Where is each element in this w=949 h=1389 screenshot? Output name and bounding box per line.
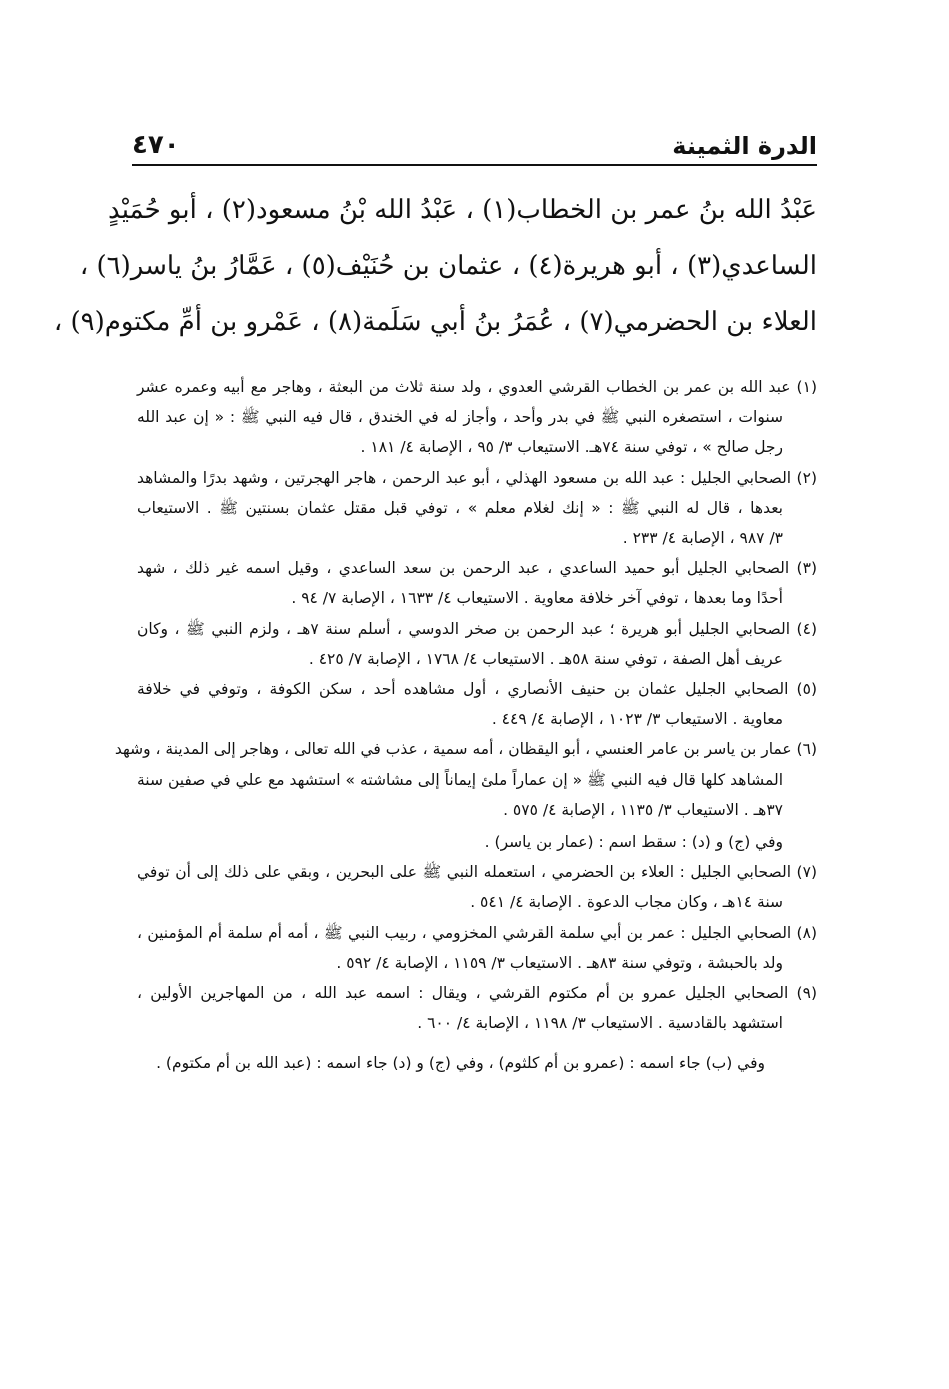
- footnote-line: سنة ١٤هـ ، وكان مجاب الدعوة . الإصابة ٤/ ٥٤١ .: [470, 893, 783, 912]
- main-text: [53, 182, 817, 350]
- page-header: [132, 118, 817, 160]
- footnote-line: (٣) الصحابي الجليل أبو حميد الساعدي ، عبد الرحمن بن سعد الساعدي ، وقيل اسمه غير ذلك ، شهد: [137, 559, 817, 578]
- running-title: الدرة الثمينة: [672, 132, 817, 160]
- footnote-line: أحدًا وما بعدها ، توفي آخر خلافة معاوية . الاستيعاب ٤/ ١٦٣٣ ، الإصابة ٧/ ٩٤ .: [291, 589, 783, 608]
- footnote-line: رجل صالح » ، توفي سنة ٧٤هـ. الاستيعاب ٣/ ٩٥ ، الإصابة ٤/ ١٨١ .: [360, 438, 783, 457]
- footnote-note: وفي (ب) جاء اسمه : (عمرو بن أم كلثوم) ، وفي (ج) و (د) جاء اسمه : (عبد الله بن أم مكتوم) .: [156, 1054, 765, 1073]
- footnote-line: (٩) الصحابي الجليل عمرو بن أم مكتوم القرشي ، ويقال : اسمه عبد الله ، من المهاجرين الأولين ،: [137, 984, 817, 1003]
- main-text-line: عَبْدُ الله بنُ عمر بن الخطاب(١) ، عَبْدُ الله بْنُ مسعود(٢) ، أبو حُمَيْدٍ: [108, 195, 817, 225]
- footnotes: [114, 372, 817, 1079]
- footnote-line: ٣٧هـ . الاستيعاب ٣/ ١١٣٥ ، الإصابة ٤/ ٥٧٥ .: [503, 800, 783, 819]
- footnote-line: بعدها ، قال له النبي ﷺ : « إنك لغلام معلم » ، توفي قبل مقتل عثمان بسنتين ﷺ . الاستيعاب: [137, 498, 783, 517]
- footnote-line: (٥) الصحابي الجليل عثمان بن حنيف الأنصاري ، أول مشاهده أحد ، سكن الكوفة ، وتوفي في خلافة: [137, 680, 817, 699]
- footnote-line: استشهد بالقادسية . الاستيعاب ٣/ ١١٩٨ ، الإصابة ٤/ ٦٠٠ .: [417, 1014, 783, 1033]
- footnote-line: ولد بالحبشة ، وتوفي سنة ٨٣هـ . الاستيعاب ٣/ ١١٥٩ ، الإصابة ٤/ ٥٩٢ .: [336, 953, 783, 972]
- footnote-line: (٢) الصحابي الجليل : عبد الله بن مسعود الهذلي ، أبو عبد الرحمن ، هاجر الهجرتين ، وشهد بدرًا والمشاهد: [137, 468, 817, 487]
- footnote-line: (٧) الصحابي الجليل : العلاء بن الحضرمي ، استعمله النبي ﷺ على البحرين ، وبقي على ذلك إلى أن توفي: [137, 863, 817, 882]
- footnote-line: معاوية . الاستيعاب ٣/ ١٠٢٣ ، الإصابة ٤/ ٤٤٩ .: [491, 710, 783, 729]
- main-text-line: العلاء بن الحضرمي(٧) ، عُمَرُ بنُ أبي سَلَمة(٨) ، عَمْرو بن أمِّ مكتوم(٩) ،: [53, 307, 817, 337]
- main-text-line: الساعدي(٣) ، أبو هريرة(٤) ، عثمان بن حُنَيْف(٥) ، عَمَّارُ بنُ ياسر(٦) ،: [79, 251, 817, 281]
- footnote-line: ٣/ ٩٨٧ ، الإصابة ٤/ ٢٣٣ .: [622, 529, 783, 548]
- footnote-line: (٦) عمار بن ياسر بن عامر العنسي ، أبو اليقظان ، أمه سمية ، عذب في الله تعالى ، وهاجر إلى المدينة ، وشهد: [114, 740, 817, 759]
- footnote-note: وفي (ج) و (د) : سقط اسم : (عمار بن ياسر) .: [484, 833, 783, 852]
- page-number: ٤٧٠: [132, 130, 180, 160]
- footnote-line: سنوات ، استصغره النبي ﷺ في بدر وأحد ، وأجاز له في الخندق ، قال فيه النبي ﷺ : « إن عبد الله: [137, 408, 783, 427]
- footnote-line: عريف أهل الصفة ، توفي سنة ٥٨هـ . الاستيعاب ٤/ ١٧٦٨ ، الإصابة ٧/ ٤٢٥ .: [308, 649, 783, 668]
- footnote-line: (٨) الصحابي الجليل : عمر بن أبي سلمة القرشي المخزومي ، ربيب النبي ﷺ ، أمه أم سلمة أم المؤمنين ،: [137, 923, 817, 942]
- footnote-line: (٤) الصحابي الجليل أبو هريرة ؛ عبد الرحمن بن صخر الدوسي ، أسلم سنة ٧هـ ، ولزم النبي ﷺ ، وكان: [137, 619, 817, 638]
- footnote-line: المشاهد كلها قال فيه النبي ﷺ « إن عماراً ملئ إيماناً إلى مشاشته » استشهد مع علي في صفين سنة: [137, 770, 783, 789]
- footnote-line: (١) عبد الله بن عمر بن الخطاب القرشي العدوي ، ولد سنة ثلاث من البعثة ، وهاجر مع أبيه وعمره عشر: [137, 378, 817, 396]
- header-rule: [132, 164, 817, 166]
